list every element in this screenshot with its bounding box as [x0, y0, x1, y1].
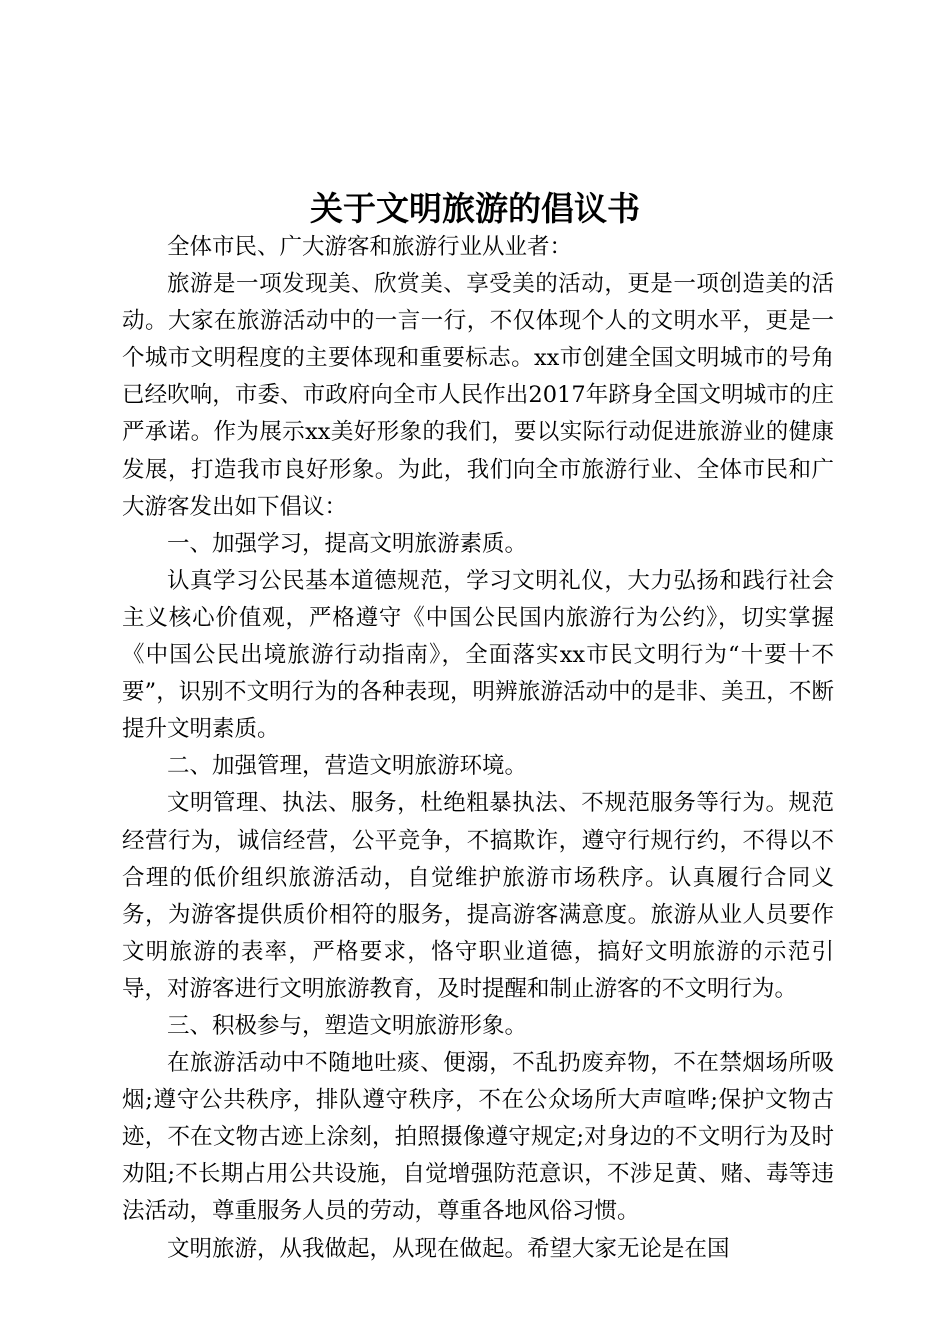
section-body-3: 在旅游活动中不随地吐痰、便溺，不乱扔废弃物，不在禁烟场所吸烟;遵守公共秩序，排队遵守秩序，不在公众场所大声喧哗;保护文物古迹，不在文物古迹上涂刻，拍照摄像遵守规定;对身边的不文明行为及时劝阻;不长期占用公共设施，自觉增强防范意识，不涉足黄、赌、毒等违法活动，尊重服务人员的劳动，尊重各地风俗习惯。 [122, 1050, 834, 1225]
document-body [122, 229, 834, 1268]
section-body-2: 文明管理、执法、服务，杜绝粗暴执法、不规范服务等行为。规范经营行为，诚信经营，公平竞争，不搞欺诈，遵守行规行约，不得以不合理的低价组织旅游活动，自觉维护旅游市场秩序。认真履行合同义务，为游客提供质价相符的服务，提高游客满意度。旅游从业人员要作文明旅游的表率，严格要求，恪守职业道德，搞好文明旅游的示范引导，对游客进行文明旅游教育，及时提醒和制止游客的不文明行为。 [122, 790, 834, 1002]
section-heading-2: 二、加强管理，营造文明旅游环境。 [167, 753, 528, 780]
section-heading-3: 三、积极参与，塑造文明旅游形象。 [167, 1012, 528, 1039]
closing-paragraph: 文明旅游，从我做起，从现在做起。希望大家无论是在国 [167, 1235, 730, 1262]
section-body-1: 认真学习公民基本道德规范，学习文明礼仪，大力弘扬和践行社会主义核心价值观，严格遵守《中国公民国内旅游行为公约》，切实掌握《中国公民出境旅游行动指南》，全面落实xx市民文明行为“十要十不要”，识别不文明行为的各种表现，明辨旅游活动中的是非、美丑，不断提升文明素质。 [122, 567, 834, 743]
document-title: 关于文明旅游的倡议书 [310, 189, 640, 228]
intro-paragraph: 旅游是一项发现美、欣赏美、享受美的活动，更是一项创造美的活动。大家在旅游活动中的一言一行，不仅体现个人的文明水平，更是一个城市文明程度的主要体现和重要标志。xx市创建全国文明城市的号角已经吹响，市委、市政府向全市人民作出2017年跻身全国文明城市的庄严承诺。作为展示xx美好形象的我们，要以实际行动促进旅游业的健康发展，打造我市良好形象。为此，我们向全市旅游行业、全体市民和广大游客发出如下倡议： [122, 271, 834, 520]
salutation: 全体市民、广大游客和旅游行业从业者： [167, 234, 573, 260]
section-heading-1: 一、加强学习，提高文明旅游素质。 [167, 530, 528, 557]
